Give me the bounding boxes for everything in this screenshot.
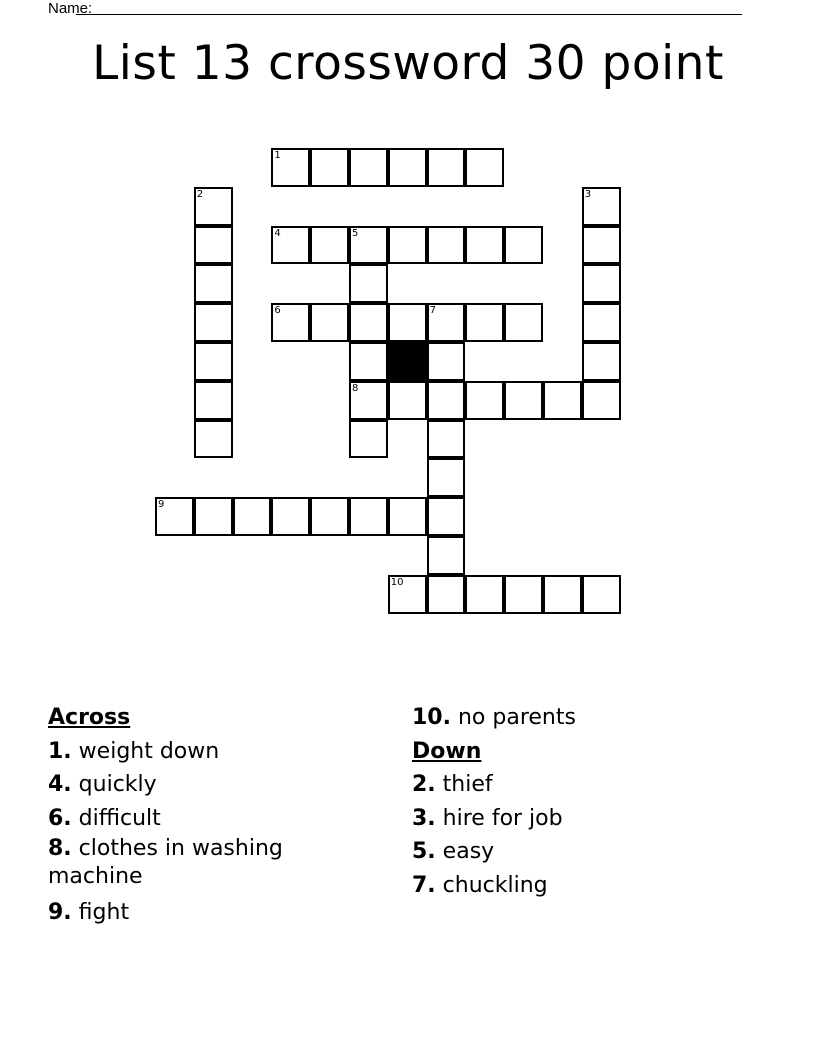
grid-cell[interactable] [427,458,466,497]
cell-number: 5 [352,227,359,239]
grid-cell[interactable] [349,148,388,187]
grid-cell[interactable] [504,575,543,614]
grid-cell[interactable] [349,226,388,265]
cell-number: 1 [274,150,281,161]
clue-number: 2. [412,772,436,797]
clues-left-column [48,701,348,930]
grid-cell[interactable] [427,303,466,342]
grid-cell[interactable] [427,420,466,459]
grid-cell[interactable] [427,575,466,614]
grid-cell[interactable] [349,264,388,303]
grid-cell[interactable] [310,497,349,536]
name-input-line[interactable] [76,14,742,15]
grid-cell[interactable] [388,381,427,420]
grid-cell[interactable] [271,148,310,187]
clue-number: 10. [412,705,451,730]
grid-cell[interactable] [582,575,621,614]
clue-down-7 [412,869,772,903]
grid-cell[interactable] [427,536,466,575]
grid-cell[interactable] [271,226,310,265]
grid-cell[interactable] [504,303,543,342]
grid-cell[interactable] [388,148,427,187]
clue-text: easy [442,839,495,864]
clue-text: no parents [457,705,576,730]
grid-cell[interactable] [310,303,349,342]
clue-text: thief [442,772,493,797]
clue-number: 6. [48,805,72,831]
cell-number: 9 [158,499,165,511]
clue-across-1 [48,735,348,769]
clue-across-9 [48,896,348,930]
cell-number: 10 [390,576,404,588]
grid-cell[interactable] [427,497,466,536]
grid-cell[interactable] [582,381,621,420]
grid-cell[interactable] [310,226,349,265]
grid-cell[interactable] [194,264,233,303]
grid-cell[interactable] [427,381,466,420]
clue-across-8 [48,835,348,896]
grid-cell[interactable] [271,497,310,536]
grid-cell[interactable] [465,226,504,265]
cell-number: 8 [352,382,359,394]
grid-cell[interactable] [349,303,388,342]
clue-across-10 [412,701,772,735]
grid-cell[interactable] [194,342,233,381]
grid-cell[interactable] [582,303,621,342]
grid-cell[interactable] [194,381,233,420]
clue-down-3 [412,802,772,836]
grid-cell[interactable] [504,381,543,420]
grid-cell[interactable] [465,381,504,420]
grid-cell[interactable] [388,497,427,536]
clue-down-5 [412,835,772,869]
grid-cell[interactable] [582,264,621,303]
clue-number: 7. [412,872,436,898]
grid-cell[interactable] [465,575,504,614]
clue-text: fight [78,900,130,925]
clues-right-column [412,701,772,902]
grid-cell[interactable] [582,187,621,226]
clue-text: clothes in washing machine [48,836,283,889]
clue-number: 4. [48,772,72,797]
grid-cell[interactable] [194,303,233,342]
grid-cell[interactable] [155,497,194,536]
grid-cell[interactable] [582,342,621,381]
down-heading: Down [412,738,482,764]
clue-number: 1. [48,738,72,764]
clue-down-2 [412,768,772,802]
grid-cell[interactable] [543,575,582,614]
grid-cell[interactable] [233,497,272,536]
clue-across-4 [48,768,348,802]
grid-cell[interactable] [504,226,543,265]
grid-cell[interactable] [349,420,388,459]
grid-cell[interactable] [310,148,349,187]
clue-across-6 [48,802,348,836]
grid-cell[interactable] [349,497,388,536]
grid-cell[interactable] [349,342,388,381]
grid-cell[interactable] [194,420,233,459]
cell-number: 7 [429,305,436,317]
clue-number: 5. [412,839,436,864]
grid-cell[interactable] [427,342,466,381]
grid-cell[interactable] [543,381,582,420]
grid-cell[interactable] [194,187,233,226]
grid-cell[interactable] [349,381,388,420]
clue-text: chuckling [442,872,548,898]
clue-text: difficult [78,805,161,831]
name-label: Name: [48,0,93,17]
clue-number: 9. [48,900,72,925]
black-cell [388,342,427,381]
across-heading: Across [48,705,131,730]
grid-cell[interactable] [388,226,427,265]
cell-number: 6 [274,305,281,317]
grid-cell[interactable] [194,226,233,265]
grid-cell[interactable] [388,575,427,614]
cell-number: 3 [584,188,592,200]
grid-cell[interactable] [582,226,621,265]
grid-cell[interactable] [271,303,310,342]
clue-text: quickly [78,772,157,797]
grid-cell[interactable] [427,226,466,265]
cell-number: 2 [196,188,204,200]
cell-number: 4 [274,227,281,239]
grid-cell[interactable] [194,497,233,536]
clue-text: hire for job [442,805,563,831]
page-title: List 13 crossword 30 point [92,36,724,91]
grid-cell[interactable] [388,303,427,342]
clue-number: 8. [48,836,72,861]
clue-text: weight down [78,738,220,764]
grid-cell[interactable] [465,148,504,187]
clue-number: 3. [412,805,436,831]
grid-cell[interactable] [427,148,466,187]
grid-cell[interactable] [465,303,504,342]
